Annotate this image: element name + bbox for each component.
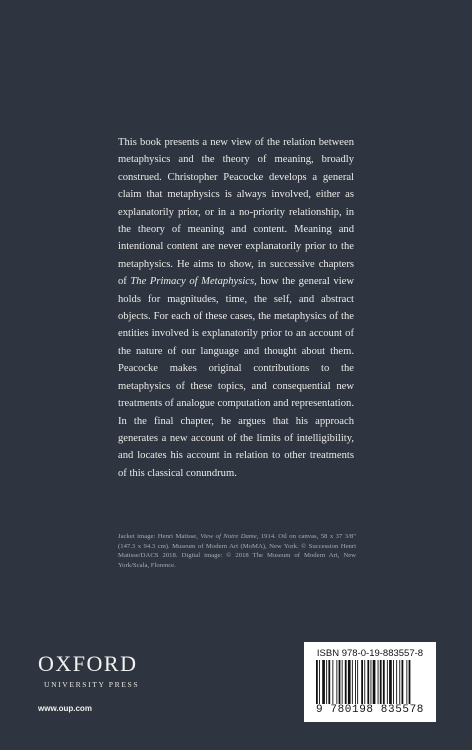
barcode-digits: 9 780198 835578 — [315, 704, 425, 716]
blurb-text-part-2: , how the general view holds for magnitudes, time, the self, and abstract objects. For each of these cases, the metaphysics of the entities involved is explanatorily prior to an account of the nature of our language and thought about them. Peacocke makes original contributions to the metaphysics of these topics, and consequential new treatments of analogue computation and representation. In the final chapter, he argues that his approach generates a new account of the limits of intelligibility, and locates his account in relation to other treatments of this classical conundrum. — [118, 276, 354, 479]
blurb-paragraph — [118, 134, 354, 482]
publisher-website[interactable]: www.oup.com — [38, 704, 92, 713]
isbn-label: ISBN 978-0-19-883557-8 — [316, 648, 424, 659]
blurb-text-part-1: This book presents a new view of the relation between metaphysics and the theory of meaning, broadly construed. Christopher Peacocke develops a general claim that metaphysics is always involved, either as explanatorily prior, or in a no-priority relationship, in the theory of meaning and content. Meaning and intentional content are never explanatorily prior to the metaphysics. He aims to show, in successive chapters of — [118, 137, 354, 288]
credit-prefix: Jacket image: Henri Matisse, — [118, 533, 201, 540]
barcode-panel — [304, 642, 436, 722]
credit-rest: , 1914. Oil on canvas, 58 x 37 3/8" (147.3 x 94.3 cm). Museum of Modern Art (MoMA), New York. © Succession Henri Matisse/DACS 2018. Digital image: © 2018 The Museum of Modern Art, New York/Scala, Florence. — [118, 533, 356, 569]
oxford-logo-text: OXFORD — [38, 651, 138, 676]
back-cover-blurb — [118, 134, 354, 482]
barcode-icon — [314, 660, 426, 704]
university-press-text: UNIVERSITY PRESS — [44, 680, 140, 689]
credit-painting-title: View of Notre Dame — [200, 533, 257, 540]
book-title-italic: The Primacy of Metaphysics — [130, 276, 255, 288]
jacket-image-credit — [118, 532, 356, 570]
